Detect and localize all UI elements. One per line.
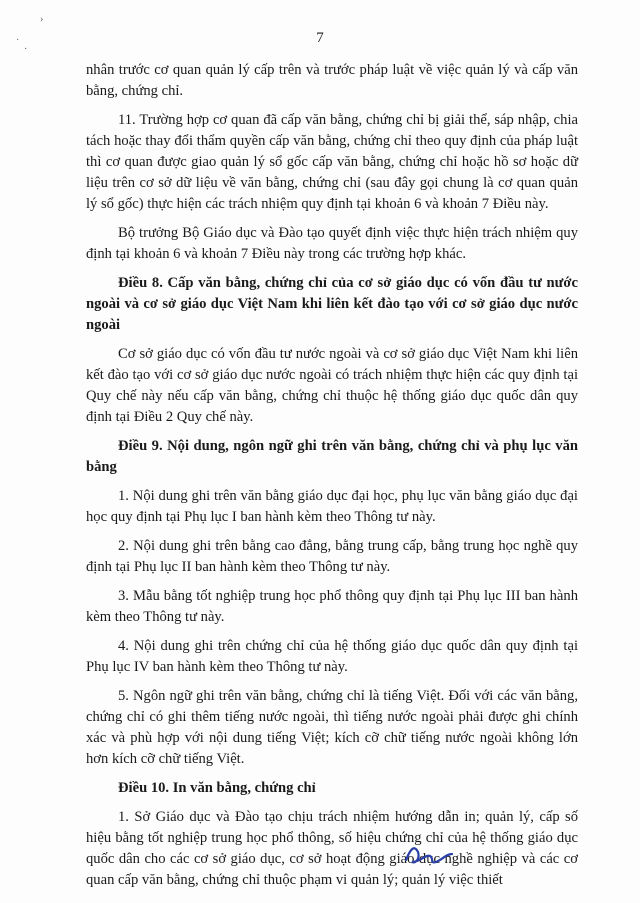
article-heading: Điều 8. Cấp văn bằng, chứng chỉ của cơ sở giáo dục có vốn đầu tư nước ngoài và cơ sở giáo dục Việt Nam khi liên kết đào tạo với cơ sở giáo dục nước ngoài <box>86 275 578 333</box>
paragraph: 5. Ngôn ngữ ghi trên văn bằng, chứng chỉ là tiếng Việt. Đối với các văn bằng, chứng chỉ có ghi thêm tiếng nước ngoài, thì tiếng nước ngoài phải được ghi chính xác và phù hợp với nội dung tiếng Việt; kích cỡ chữ tiếng nước ngoài không lớn hơn kích cỡ chữ tiếng Việt. <box>86 688 578 767</box>
scan-speck: ˙ <box>16 38 20 49</box>
document-body <box>86 60 578 899</box>
paragraph: Bộ trưởng Bộ Giáo dục và Đào tạo quyết định việc thực hiện trách nhiệm quy định tại khoản 6 và khoản 7 Điều này trong các trường hợp khác. <box>86 225 578 262</box>
article-heading: Điều 9. Nội dung, ngôn ngữ ghi trên văn bằng, chứng chỉ và phụ lục văn bằng <box>86 438 578 475</box>
scan-speck: › <box>40 14 44 25</box>
paragraph: 1. Nội dung ghi trên văn bằng giáo dục đại học, phụ lục văn bằng giáo dục đại học quy định tại Phụ lục I ban hành kèm theo Thông tư này. <box>86 488 578 525</box>
paragraph: Cơ sở giáo dục có vốn đầu tư nước ngoài và cơ sở giáo dục Việt Nam khi liên kết đào tạo với cơ sở giáo dục nước ngoài có trách nhiệm thực hiện các quy định tại Quy chế này nếu cấp văn bằng, chứng chỉ thuộc hệ thống giáo dục quốc dân quy định tại Điều 2 Quy chế này. <box>86 346 578 425</box>
handwritten-initial-signature <box>400 832 460 872</box>
paragraph: 2. Nội dung ghi trên bằng cao đẳng, bằng trung cấp, bằng trung học nghề quy định tại Phụ lục II ban hành kèm theo Thông tư này. <box>86 538 578 575</box>
article-heading: Điều 10. In văn bằng, chứng chỉ <box>118 780 316 796</box>
page-number: 7 <box>316 30 324 46</box>
scan-speck: · <box>24 44 28 55</box>
paragraph: nhân trước cơ quan quản lý cấp trên và trước pháp luật về việc quản lý và cấp văn bằng, chứng chỉ. <box>86 62 578 99</box>
paragraph: 3. Mẫu bằng tốt nghiệp trung học phổ thông quy định tại Phụ lục III ban hành kèm theo Thông tư này. <box>86 588 578 625</box>
paragraph: 4. Nội dung ghi trên chứng chỉ của hệ thống giáo dục quốc dân quy định tại Phụ lục IV ban hành kèm theo Thông tư này. <box>86 638 578 675</box>
paragraph: 1. Sở Giáo dục và Đào tạo chịu trách nhiệm hướng dẫn in; quản lý, cấp số hiệu bằng tốt nghiệp trung học phổ thông, số hiệu chứng chỉ của hệ thống giáo dục quốc dân cho các cơ sở giáo dục, cơ sở hoạt động giáo dục nghề nghiệp và các cơ quan cấp văn bằng, chứng chỉ thuộc phạm vi quản lý; quản lý việc thiết <box>86 809 578 888</box>
paragraph: 11. Trường hợp cơ quan đã cấp văn bằng, chứng chỉ bị giải thể, sáp nhập, chia tách hoặc thay đổi thẩm quyền cấp văn bằng, chứng chỉ theo quy định của pháp luật thì cơ quan được giao quản lý sổ gốc cấp văn bằng, chứng chỉ hoặc hồ sơ hoặc dữ liệu trên cơ sở dữ liệu về văn bằng, chứng chỉ (sau đây gọi chung là cơ quan quản lý sổ gốc) thực hiện các trách nhiệm quy định tại khoản 6 và khoản 7 Điều này. <box>86 112 578 212</box>
